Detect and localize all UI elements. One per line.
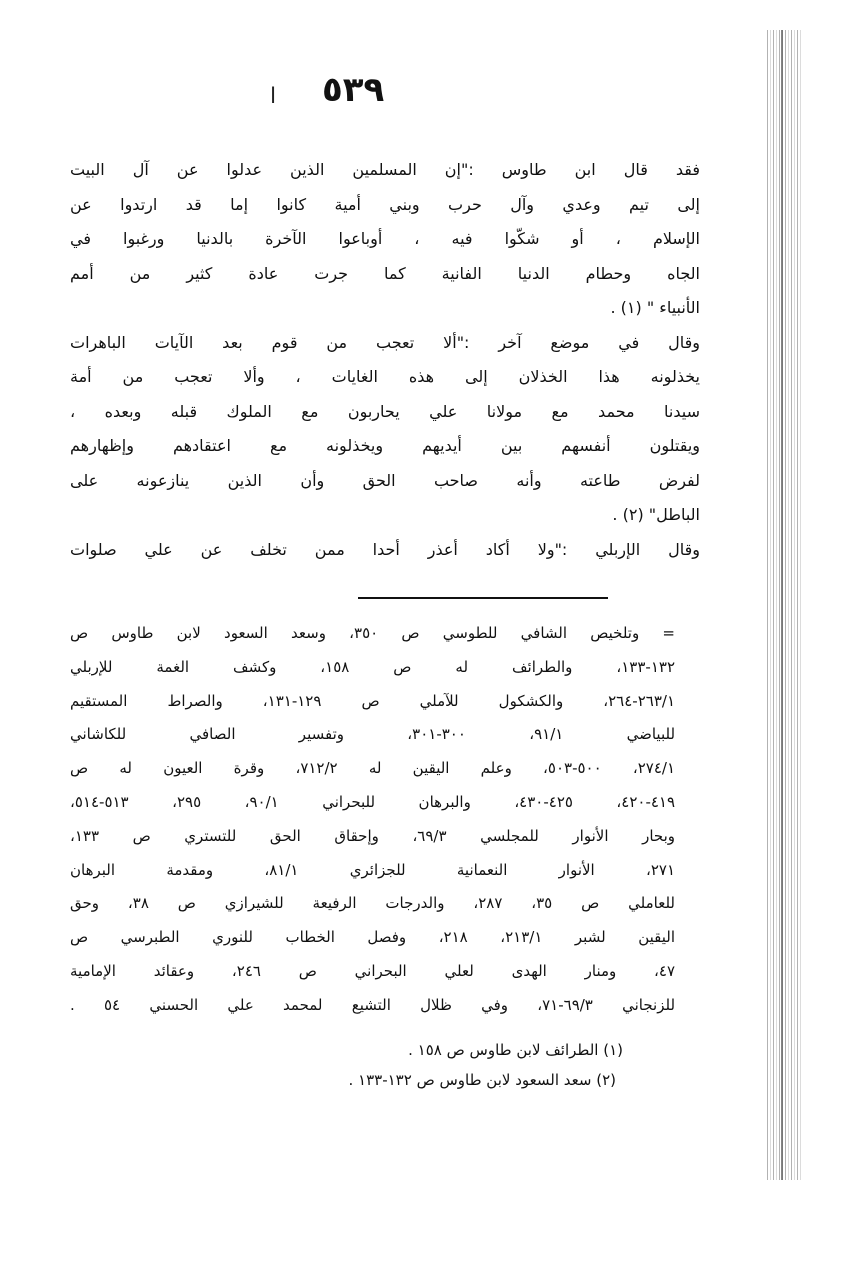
binding-line [781, 30, 783, 1180]
footnote-line: ١٣٢-١٣٣، والطرائف له ص ١٥٨، وكشف الغمة للإربلي [70, 657, 675, 676]
footnote-line: اليقين لشبر ٢١٣/١، ٢١٨، وفصل الخطاب للنوري الطبرسي ص [70, 928, 675, 947]
footnote-line: ٢٧٤/١، ٥٠٠-٥٠٣، وعلم اليقين له ٧١٢/٢، وقرة العيون له ص [70, 759, 676, 778]
footnote-2: (٢) سعد السعود لابن طاوس ص ١٣٢-١٣٣ . [348, 1071, 616, 1089]
text-line: الباطل" (٢) . [612, 505, 700, 524]
footnote-line: ٢٧١، الأنوار النعمانية للجزائري ٨١/١، ومقدمة البرهان [70, 860, 675, 879]
footnote-line: للبياضي ٩١/١، ٣٠٠-٣٠١، وتفسير الصافي للكاشاني [70, 725, 676, 744]
footnote-line: ٤١٩-٤٢٠، ٤٢٥-٤٣٠، والبرهان للبحراني ٩٠/١، ٢٩٥، ٥١٣-٥١٤، [70, 792, 676, 811]
footnotes-continued [70, 623, 675, 1029]
text-line: الأنبياء " (١) . [610, 298, 700, 317]
text-line: سيدنا محمد مع مولانا علي يحاربون مع الملوك قبله وبعده ، [70, 401, 700, 421]
text-line: يخذلونه هذا الخذلان إلى هذه الغايات ، وألا تعجب من أمة [70, 367, 700, 386]
footnote-line: ٤٧، ومنار الهدى لعلي البحراني ص ٢٤٦، وعقائد الإمامية [70, 961, 676, 980]
text-line: الإسلام ، أو شكّوا فيه ، أوباعوا الآخرة بالدنيا ورغبوا في [70, 229, 700, 248]
text-line: الجاه وحطام الدنيا الفانية كما جرت عادة كثير من أمم [70, 263, 700, 283]
footnote-line: ٢٦٣/١-٢٦٤، والكشكول للآملي ص ١٢٩-١٣١، والصراط المستقيم [70, 691, 675, 710]
text-line: وقال الإربلي :"ولا أكاد أعذر أحدا ممن تخلف عن علي صلوات [70, 539, 700, 559]
footnote-1: (١) الطرائف لابن طاوس ص ١٥٨ . [408, 1041, 623, 1059]
text-line: فقد قال ابن طاوس :"إن المسلمين الذين عدلوا عن آل البيت [70, 160, 700, 179]
text-line: إلى تيم وعدي وآل حرب وبني أمية كانوا إما قد ارتدوا عن [70, 194, 700, 214]
margin-mark: ا [270, 84, 277, 109]
footnote-line: = وتلخيص الشافي للطوسي ص ٣٥٠، وسعد السعود لابن طاوس ص [70, 624, 675, 642]
footnote-line: وبحار الأنوار للمجلسي ٦٩/٣، وإحقاق الحق للتستري ص ١٣٣، [70, 826, 675, 845]
text-line: لفرض طاعته وأنه صاحب الحق وأن الذين ينازعونه على [70, 470, 700, 490]
page-number: ٥٣٩ [322, 70, 385, 110]
footnote-divider [358, 597, 608, 599]
binding-edge-scan [767, 30, 803, 1180]
text-line: وقال في موضع آخر :"ألا تعجب من قوم بعد الآيات الباهرات [70, 332, 700, 352]
footnote-line: للعاملي ص ٣٥، ٢٨٧، والدرجات الرفيعة للشيرازي ص ٣٨، وحق [70, 894, 675, 913]
footnote-line: للزنجاني ٦٩/٣-٧١، وفي ظلال التشيع لمحمد علي الحسني ٥٤ . [70, 995, 676, 1014]
main-text [70, 160, 700, 574]
text-line: ويقتلون أنفسهم بين أيديهم ويخذلونه مع اعتقادهم وإظهارهم [70, 436, 700, 455]
